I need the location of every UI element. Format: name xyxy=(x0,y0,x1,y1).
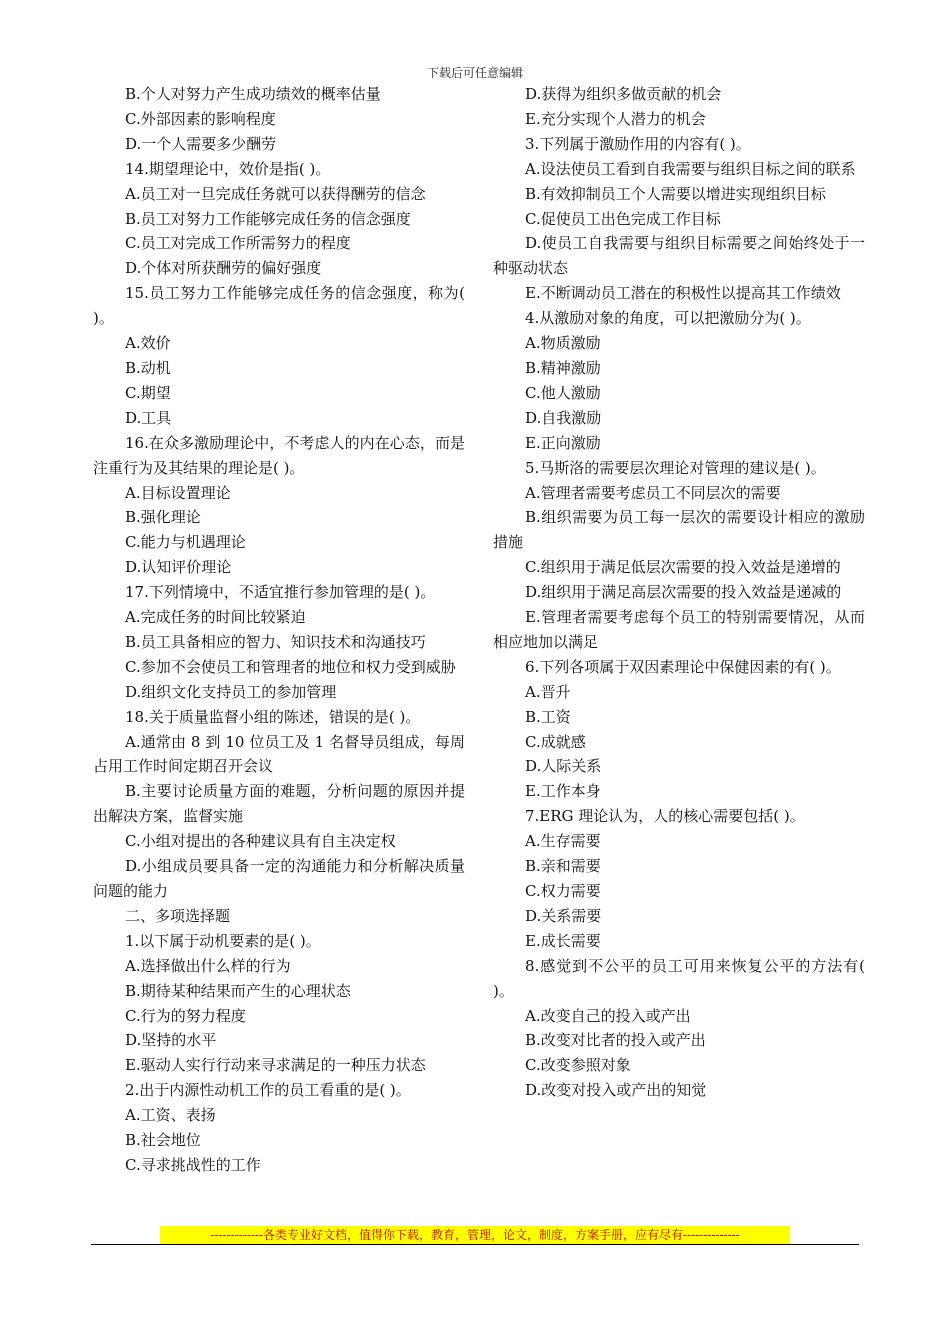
text-line: 17.下列情境中，不适宜推行参加管理的是( )。 xyxy=(125,583,436,602)
text-line: 2.出于内源性动机工作的员工看重的是( )。 xyxy=(125,1081,411,1100)
text-line: 4.从激励对象的角度，可以把激励分为( )。 xyxy=(525,309,811,328)
text-line: B.工资 xyxy=(525,707,571,726)
text-line: E.充分实现个人潜力的机会 xyxy=(525,109,706,128)
footer-banner: -------------各类专业好文档，值得你下载，教育，管理，论文，制度，方案手册，应有尽有-------------- xyxy=(160,1226,790,1244)
text-line: A.管理者需要考虑员工不同层次的需要 xyxy=(525,483,781,502)
text-line: A.设法使员工看到自我需要与组织目标之间的联系 xyxy=(525,159,856,178)
text-line: A.效价 xyxy=(125,334,171,353)
text-line: 14.期望理论中，效价是指( )。 xyxy=(125,159,331,178)
text-line: E.管理者需要考虑每个员工的特别需要情况，从而相应地加以满足 xyxy=(493,608,865,651)
text-line: B.员工对努力工作能够完成任务的信念强度 xyxy=(125,209,411,228)
text-line: B.亲和需要 xyxy=(525,857,601,876)
text-line: C.他人激励 xyxy=(525,383,601,402)
text-line: B.强化理论 xyxy=(125,508,201,527)
text-line: 1.以下属于动机要素的是( )。 xyxy=(125,931,321,950)
text-line: A.工资、表扬 xyxy=(125,1106,216,1125)
text-line: A.改变自己的投入或产出 xyxy=(525,1006,691,1025)
text-line: B.主要讨论质量方面的难题，分析问题的原因并提出解决方案，监督实施 xyxy=(93,782,465,826)
text-line: E.工作本身 xyxy=(525,782,601,801)
text-line: B.员工具备相应的智力、知识技术和沟通技巧 xyxy=(125,632,426,651)
text-line: C.外部因素的影响程度 xyxy=(125,109,276,128)
page-header: 下载后可任意编辑 xyxy=(426,66,523,80)
text-line: A.通常由 8 到 10 位员工及 1 名督导员组成，每周占用工作时间定期召开会议 xyxy=(93,732,465,776)
text-line: E.不断调动员工潜在的积极性以提高其工作绩效 xyxy=(525,284,841,303)
text-line: C.能力与机遇理论 xyxy=(125,533,246,552)
text-line: C.员工对完成工作所需努力的程度 xyxy=(125,234,351,253)
text-line: A.选择做出什么样的行为 xyxy=(125,956,291,975)
text-line: 7.ERG 理论认为，人的核心需要包括( )。 xyxy=(525,807,805,826)
text-line: C.参加不会使员工和管理者的地位和权力受到威胁 xyxy=(125,657,456,676)
text-line: 二、多项选择题 xyxy=(125,906,231,925)
text-line: 6.下列各项属于双因素理论中保健因素的有( )。 xyxy=(525,657,841,676)
text-line: E.驱动人实行行动来寻求满足的一种压力状态 xyxy=(125,1056,426,1075)
text-line: E.正向激励 xyxy=(525,433,601,452)
text-line: C.期望 xyxy=(125,383,171,402)
text-line: A.晋升 xyxy=(525,682,571,701)
text-line: B.有效抑制员工个人需要以增进实现组织目标 xyxy=(525,184,826,203)
text-line: 16.在众多激励理论中，不考虑人的内在心态，而是注重行为及其结果的理论是( )。 xyxy=(93,433,465,477)
text-line: D.使员工自我需要与组织目标需要之间始终处于一种驱动状态 xyxy=(493,234,865,278)
text-line: D.小组成员要具备一定的沟通能力和分析解决质量问题的能力 xyxy=(93,857,465,900)
text-line: A.生存需要 xyxy=(525,832,601,851)
text-line: D.坚持的水平 xyxy=(125,1031,217,1050)
text-line: C.寻求挑战性的工作 xyxy=(125,1155,261,1174)
text-line: 3.下列属于激励作用的内容有( )。 xyxy=(525,134,751,153)
footer-divider xyxy=(91,1244,859,1245)
text-line: C.行为的努力程度 xyxy=(125,1006,246,1025)
text-line: D.获得为组织多做贡献的机会 xyxy=(525,85,722,103)
text-line: D.改变对投入或产出的知觉 xyxy=(525,1081,707,1100)
left-column xyxy=(93,82,465,1178)
text-line: B.精神激励 xyxy=(525,358,601,377)
text-line: B.改变对比者的投入或产出 xyxy=(525,1031,706,1050)
text-line: 8.感觉到不公平的员工可用来恢复公平的方法有( )。 xyxy=(493,956,865,1000)
text-line: B.社会地位 xyxy=(125,1131,201,1150)
text-line: C.促使员工出色完成工作目标 xyxy=(525,209,721,228)
text-line: D.个体对所获酬劳的偏好强度 xyxy=(125,259,322,278)
text-line: C.权力需要 xyxy=(525,882,601,900)
text-line: 15.员工努力工作能够完成任务的信念强度，称为( )。 xyxy=(93,284,465,328)
text-line: B.动机 xyxy=(125,358,171,377)
text-line: A.目标设置理论 xyxy=(125,483,231,502)
text-line: D.组织文化支持员工的参加管理 xyxy=(125,682,337,701)
text-line: D.自我激励 xyxy=(525,408,602,427)
text-line: D.组织用于满足高层次需要的投入效益是递减的 xyxy=(525,583,842,602)
text-line: E.成长需要 xyxy=(525,931,601,950)
text-line: C.成就感 xyxy=(525,732,586,751)
text-line: C.小组对提出的各种建议具有自主决定权 xyxy=(125,832,396,851)
text-line: B.个人对努力产生成功绩效的概率估量 xyxy=(125,85,381,103)
text-line: C.组织用于满足低层次需要的投入效益是递增的 xyxy=(525,558,841,577)
text-line: A.员工对一旦完成任务就可以获得酬劳的信念 xyxy=(125,184,426,203)
text-line: A.完成任务的时间比较紧迫 xyxy=(125,608,306,627)
text-line: D.一个人需要多少酬劳 xyxy=(125,134,277,153)
text-line: B.期待某种结果而产生的心理状态 xyxy=(125,981,351,1000)
right-column xyxy=(493,82,865,1103)
text-line: C.改变参照对象 xyxy=(525,1056,631,1075)
text-line: D.认知评价理论 xyxy=(125,558,232,577)
text-line: 5.马斯洛的需要层次理论对管理的建议是( )。 xyxy=(525,458,826,477)
text-line: D.工具 xyxy=(125,408,172,427)
text-line: D.关系需要 xyxy=(525,906,602,925)
text-line: 18.关于质量监督小组的陈述，错误的是( )。 xyxy=(125,707,421,726)
text-line: B.组织需要为员工每一层次的需要设计相应的激励措施 xyxy=(493,508,865,552)
text-line: A.物质激励 xyxy=(525,334,601,353)
text-line: D.人际关系 xyxy=(525,757,602,776)
